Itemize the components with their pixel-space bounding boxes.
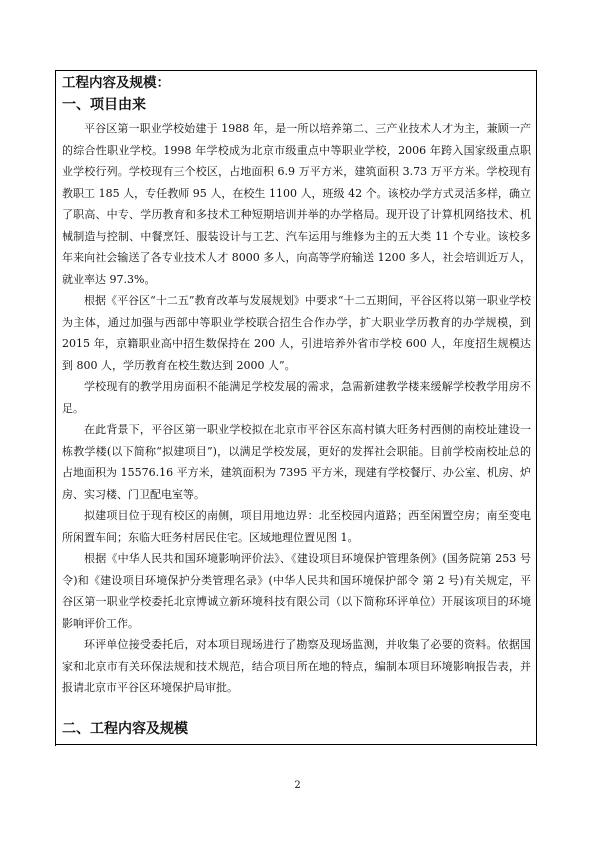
paragraph: 根据《中华人民共和国环境影响评价法》、《建设项目环境保护管理条例》(国务院第 253 号令)和《建设项目环境保护分类管理名录》(中华人民共和国环境保护部令 第 2 号)有关规定，平谷区第一职业学校委托北京博诚立新环境科技有限公司（以下简称环评单位）开展该项目的环境影响评价工作。 xyxy=(62,552,531,630)
document-body xyxy=(62,118,531,699)
section-title: 工程内容及规模： xyxy=(62,75,170,91)
page-number: 2 xyxy=(294,780,301,791)
paragraph: 学校现有的教学用房面积不能满足学校发展的需求，急需新建教学楼来缓解学校教学用房不足。 xyxy=(62,380,531,415)
frame-bottom-border xyxy=(55,744,537,745)
paragraph: 拟建项目位于现有校区的南侧，项目用地边界：北至校园内道路；西至闲置空房；南至变电所闲置车间；东临大旺务村居民住宅。区域地理位置见图 1。 xyxy=(62,509,531,544)
paragraph: 环评单位接受委托后，对本项目现场进行了勘察及现场监测，并收集了必要的资料。依据国家和北京市有关环保法规和技术规范，结合项目所在地的特点，编制本项目环境影响报告表，并报请北京市平谷区环境保护局审批。 xyxy=(62,638,531,694)
subsection-heading-scope: 二、工程内容及规模 xyxy=(62,721,188,737)
paragraph: 根据《平谷区“十二五”教育改革与发展规划》中要求“十二五期间，平谷区将以第一职业学校为主体，通过加强与西部中等职业学校联合招生合作办学，扩大职业学历教育的办学规模，到 2015 年，京籍职业高中招生数保持在 200 人，引进培养外省市学校 600 人，年度招生规模达到 800 人，学历教育在校生数达到 2000 人”。 xyxy=(62,294,531,372)
paragraph: 平谷区第一职业学校始建于 1988 年，是一所以培养第二、三产业技术人才为主，兼顾一产的综合性职业学校。1998 年学校成为北京市级重点中等职业学校，2006 年跨入国家级重点职业学校行列。学校现有三个校区，占地面积 6.9 万平方米，建筑面积 3.73 万平方米。学校现有教职工 185 人，专任教师 95 人，在校生 1100 人，班级 42 个。该校办学方式灵活多样，确立了职高、中专、学历教育和多技术工种短期培训并举的办学格局。现开设了计算机网络技术、机械制造与控制、中餐烹饪、服装设计与工艺、汽车运用与维修为主的五大类 11 个专业。该校多年来向社会输送了各专业技术人才 8000 多人，向高等学府输送 1200 多人，社会培训近万人，就业率达 97.3%。 xyxy=(62,122,531,286)
subsection-heading-project-origin: 一、项目由来 xyxy=(62,97,146,113)
paragraph: 在此背景下，平谷区第一职业学校拟在北京市平谷区东高村镇大旺务村西侧的南校址建设一栋教学楼(以下简称“拟建项目”)，以满足学校发展，更好的发挥社会职能。目前学校南校址总的占地面积为 15576.16 平方米，建筑面积为 7395 平方米，现建有学校餐厅、办公室、机房、炉房、实习楼、门卫配电室等。 xyxy=(62,423,531,501)
